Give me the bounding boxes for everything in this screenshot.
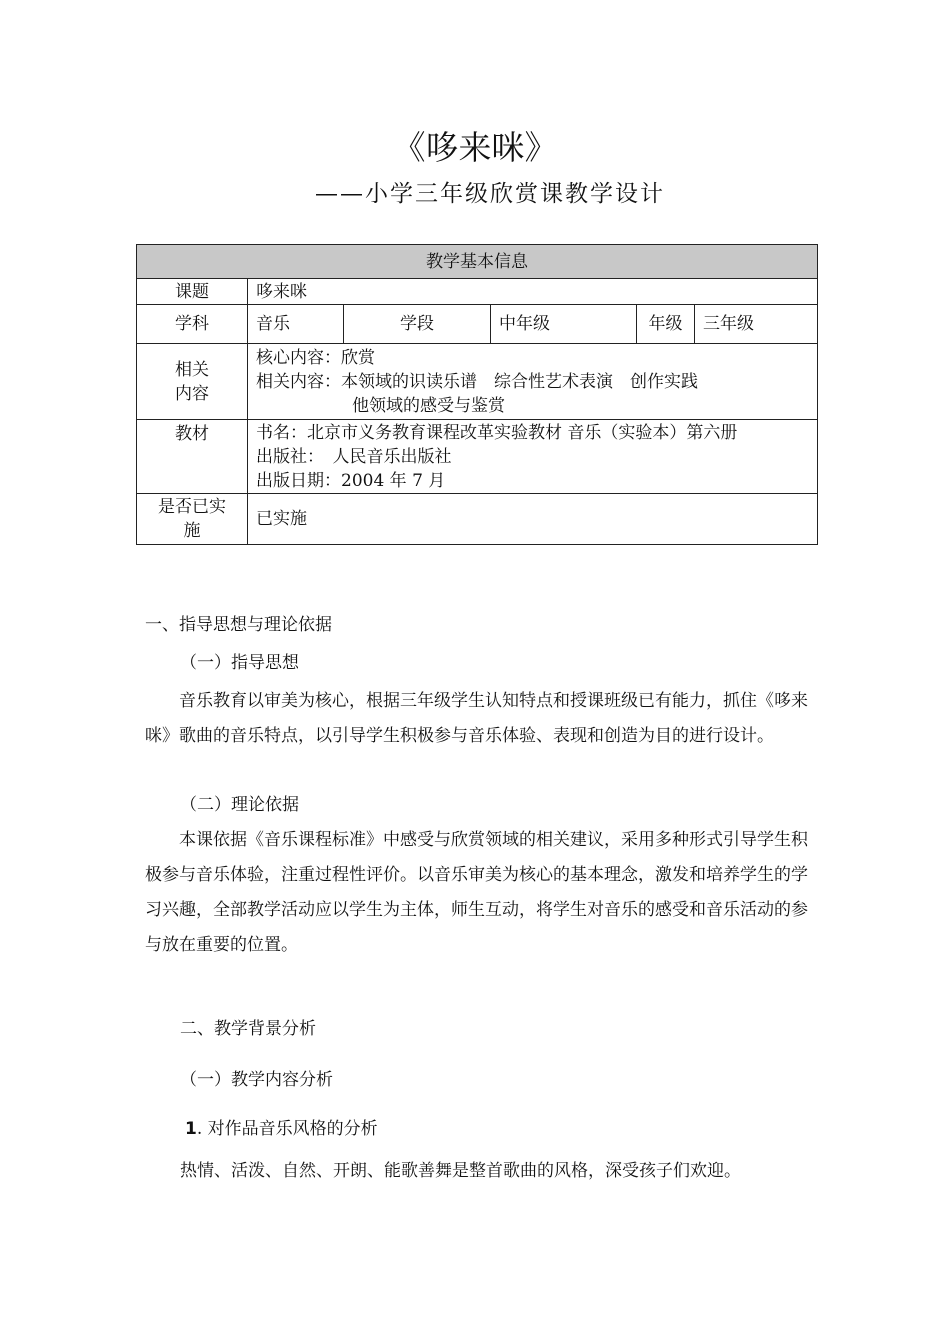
grade-value: 三年级: [695, 305, 818, 344]
publish-date-line: 出版日期：2004 年 7 月: [256, 470, 446, 491]
textbook-value: [248, 420, 818, 494]
topic-label: 课题: [137, 279, 248, 305]
basic-info-table: [136, 244, 818, 545]
table-heading: 教学基本信息: [137, 245, 818, 279]
topic-value: 哆来咪: [248, 279, 818, 305]
section1-paragraph-2: 本课依据《音乐课程标准》中感受与欣赏领域的相关建议，采用多种形式引导学生积极参与音乐体验，注重过程性评价。以音乐审美为核心的基本理念，激发和培养学生的学习兴趣，全部教学活动应以学生为主体，师生互动，将学生对音乐的感受和音乐活动的参与放在重要的位置。: [145, 830, 808, 955]
textbook-label: 教材: [137, 420, 248, 494]
table-row: [137, 494, 818, 545]
table-row: [137, 420, 818, 494]
related-content-value: [248, 344, 818, 420]
page-subtitle: ——小学三年级欣赏课教学设计: [315, 181, 665, 207]
table-row: [137, 279, 818, 305]
publisher-line: 出版社： 人民音乐出版社: [256, 446, 452, 467]
subject-value: 音乐: [248, 305, 344, 344]
item-number: 1: [185, 1119, 197, 1139]
table-row: [137, 344, 818, 420]
related-content-label: [137, 344, 248, 420]
section1-paragraph-1: 音乐教育以审美为核心，根据三年级学生认知特点和授课班级已有能力，抓住《哆来咪》歌曲的音乐特点，以引导学生积极参与音乐体验、表现和创造为目的进行设计。: [145, 691, 808, 746]
textbook-name-line: 书名：北京市义务教育课程改革实验教材 音乐（实验本）第六册: [256, 422, 738, 443]
subject-label: 学科: [137, 305, 248, 344]
section2-paragraph-1: 热情、活泼、自然、开朗、能歌善舞是整首歌曲的风格，深受孩子们欢迎。: [180, 1161, 741, 1181]
implemented-value: 已实施: [248, 494, 818, 545]
implemented-label-line: 施: [183, 521, 201, 541]
section2-subheading-1: （一）教学内容分析: [180, 1070, 333, 1090]
implemented-label-line: 是否已实: [158, 497, 226, 517]
related-label-line: 内容: [175, 383, 209, 404]
section2-heading: 二、教学背景分析: [180, 1019, 316, 1039]
section1-subheading-2: （二）理论依据: [180, 795, 299, 815]
related-content-line: 他领域的感受与鉴赏: [352, 395, 505, 416]
related-label-line: 相关: [175, 359, 209, 380]
table-row: [137, 245, 818, 279]
section1-heading: 一、指导思想与理论依据: [145, 615, 332, 635]
section1-subheading-1: （一）指导思想: [180, 653, 299, 673]
item-title: . 对作品音乐风格的分析: [196, 1119, 378, 1139]
page-title: 《哆来咪》: [392, 128, 558, 167]
related-content-line: 相关内容：本领域的识读乐谱 综合性艺术表演 创作实践: [256, 371, 698, 392]
grade-label: 年级: [637, 305, 695, 344]
stage-value: 中年级: [491, 305, 637, 344]
stage-label: 学段: [344, 305, 491, 344]
implemented-label: [137, 494, 248, 545]
core-content-line: 核心内容：欣赏: [256, 347, 375, 368]
section2-item-1: [185, 1115, 378, 1143]
table-row: [137, 305, 818, 344]
